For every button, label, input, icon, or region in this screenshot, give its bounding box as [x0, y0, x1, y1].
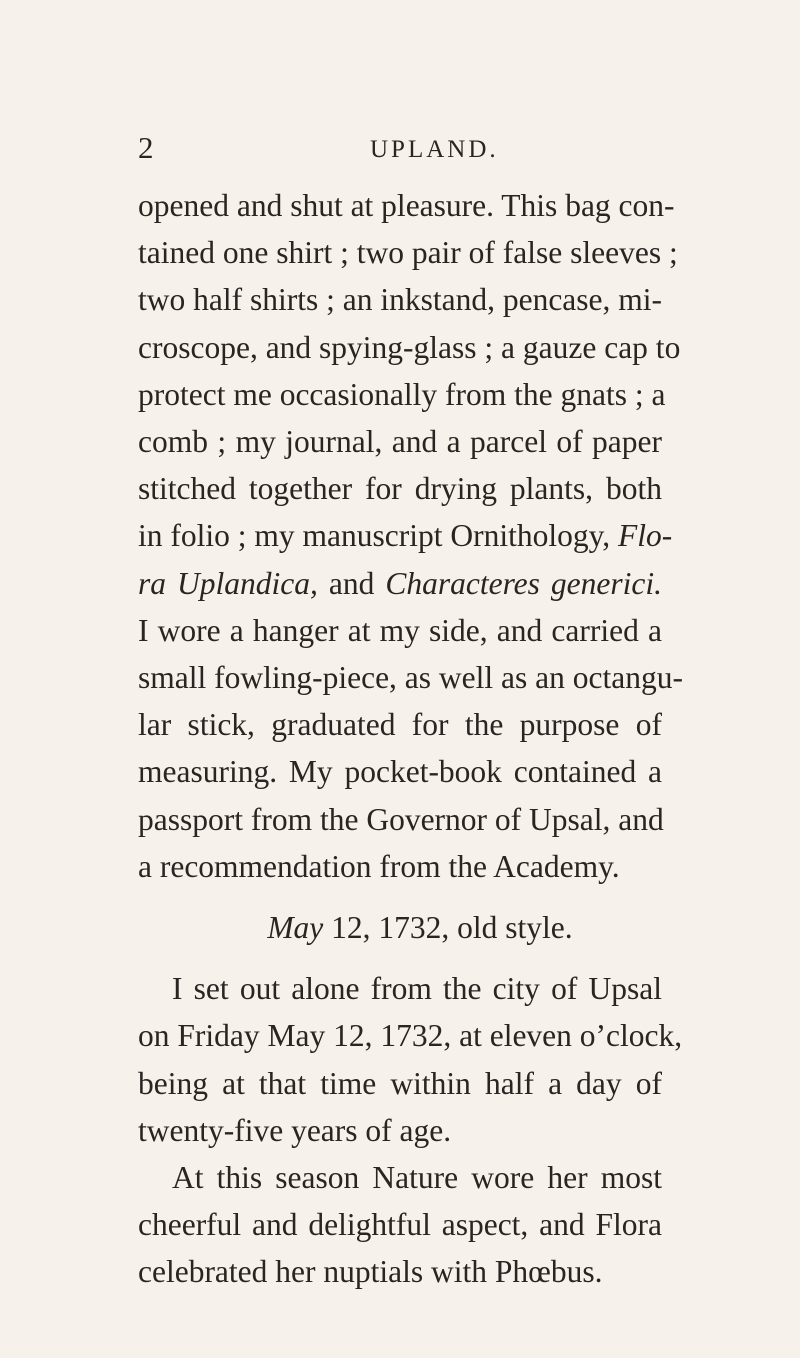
text-line: celebrated her nuptials with Phœbus. — [138, 1254, 603, 1290]
text-line: comb ; my journal, and a parcel of paper — [138, 424, 662, 460]
text-run: in folio ; my manuscript Ornithology, — [138, 518, 619, 554]
text-line: stitched together for drying plants, both — [138, 471, 662, 507]
text-line — [138, 560, 662, 607]
text-line: tained one shirt ; two pair of false sleeves ; — [138, 235, 678, 271]
dateline-month: May — [267, 910, 324, 946]
text-line: small fowling-piece, as well as an octangu- — [138, 660, 683, 696]
italic-title: Characteres generici. — [385, 565, 662, 601]
paragraph-departure — [138, 965, 683, 1154]
journal-dateline — [138, 904, 662, 951]
text-line: At this season Nature wore her most — [172, 1160, 662, 1196]
paragraph-season — [138, 1154, 662, 1296]
text-line: I wore a hanger at my side, and carried a — [138, 612, 662, 648]
running-title: UPLAND. — [370, 136, 499, 163]
text-line — [138, 512, 673, 559]
paragraph-equipment — [138, 182, 683, 890]
text-line: measuring. My pocket-book contained a — [138, 754, 662, 790]
text-line: protect me occasionally from the gnats ; a — [138, 376, 666, 412]
text-line: croscope, and spying-glass ; a gauze cap to — [138, 329, 681, 365]
text-line: twenty-five years of age. — [138, 1112, 452, 1148]
running-head — [138, 128, 658, 168]
italic-title: ra Uplandica, — [138, 565, 318, 601]
text-line: I set out alone from the city of Upsal — [172, 971, 662, 1007]
body-text — [138, 182, 683, 1296]
text-line: passport from the Governor of Upsal, and — [138, 801, 664, 837]
text-line: cheerful and delightful aspect, and Flora — [138, 1207, 662, 1243]
text-line: two half shirts ; an inkstand, pencase, mi- — [138, 282, 663, 318]
text-line: on Friday May 12, 1732, at eleven o’clock, — [138, 1018, 683, 1054]
dateline-rest: 12, 1732, old style. — [323, 910, 573, 946]
text-run: and — [317, 565, 386, 601]
italic-title: Flo- — [618, 518, 673, 554]
text-line: a recommendation from the Academy. — [138, 848, 620, 884]
text-line: opened and shut at pleasure. This bag con- — [138, 188, 675, 223]
text-line: lar stick, graduated for the purpose of — [138, 707, 662, 743]
text-line: being at that time within half a day of — [138, 1065, 662, 1101]
page-number: 2 — [138, 130, 154, 165]
